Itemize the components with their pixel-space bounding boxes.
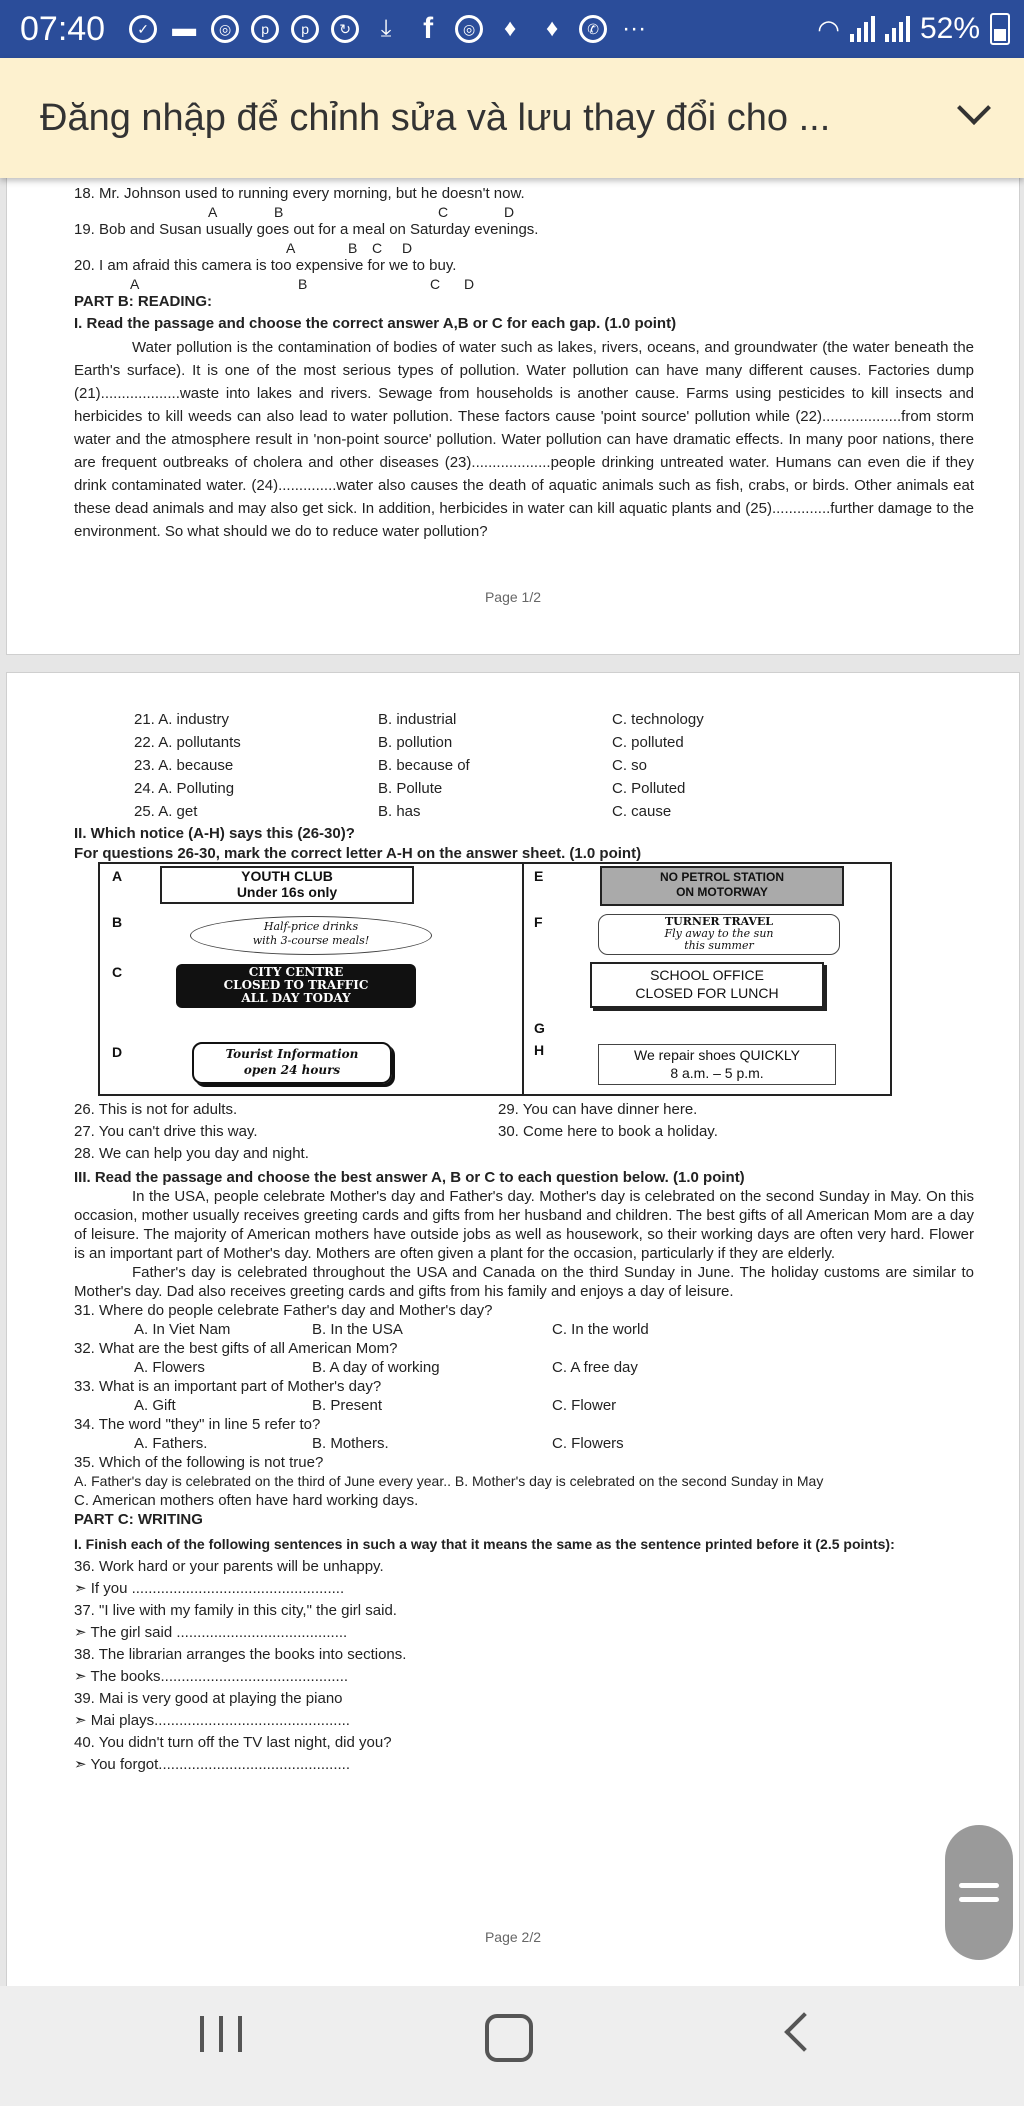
- question-40: 40. You didn't turn off the TV last night, did you?: [74, 1734, 392, 1751]
- notice-label: A: [112, 868, 123, 884]
- option-row: A. In Viet Nam B. In the USA C. In the world: [134, 1321, 649, 1338]
- notice-label: F: [534, 914, 543, 930]
- recent-apps-icon[interactable]: [200, 2016, 242, 2052]
- notice-d: Tourist Information open 24 hours: [192, 1042, 392, 1084]
- question-39: 39. Mai is very good at playing the piano: [74, 1690, 343, 1707]
- option-row: 23. A. because B. because of C. so: [134, 757, 648, 774]
- navigation-bar: [0, 1986, 1024, 2106]
- passage-text: Water pollution is the contamination of bodies of water such as lakes, rivers, oceans, and groundwater (the water beneath the Earth's surface). It is one of the most serious types of pollution. Water pollution can have many different causes. Factories dump (21)...................waste into lakes and rivers. Sewage from households is another cause. Farms using pesticides to kill insects and herbicides to kill weeds can also lead to water pollution. These factors cause 'point source' pollution while (22)...................from storm water and the atmosphere result in 'non-point source' pollution. Water pollution can have dramatic effects. In many poor nations, there are frequent outbreaks of cholera and other diseases (23)...................people drinking untreated water. Humans can even die if they drink contaminated water. (24)..............water also causes the death of aquatic animals such as fish, crabs, or birds. Other animals eat these dead animals and may also get sick. In addition, herbicides in water can kill aquatic plants and (25)..............further damage to the environment. So what should we do to reduce water pollution?: [74, 339, 974, 540]
- option-row: A. Flowers B. A day of working C. A free day: [134, 1359, 638, 1376]
- notice-label: D: [112, 1044, 123, 1060]
- shield-icon: ✓: [129, 15, 157, 43]
- notice-label: B: [112, 914, 123, 930]
- message-icon: ▬: [172, 15, 197, 42]
- answer-38: ➣ The books.............................................: [74, 1668, 349, 1685]
- notice-label: H: [534, 1042, 545, 1058]
- status-bar: [0, 0, 1024, 58]
- notice-label: G: [534, 1020, 545, 1036]
- passage3-paragraph-2: Father's day is celebrated throughout the USA and Canada on the third Sunday in June. The holiday customs are similar to Mother's day. Dad also receives greeting cards and gifts from his family and enjoys a day of leisure.: [74, 1264, 974, 1300]
- option-row: 24. A. Polluting B. Pollute C. Polluted: [134, 780, 686, 797]
- wifi-icon: ◠: [817, 13, 840, 44]
- notice-label: C: [112, 964, 123, 980]
- question-35: 35. Which of the following is not true?: [74, 1454, 324, 1471]
- question-34: 34. The word "they" in line 5 refer to?: [74, 1416, 321, 1433]
- back-icon[interactable]: [784, 2012, 824, 2052]
- page-number: Page 2/2: [484, 1929, 542, 1945]
- pinterest-icon: p: [251, 15, 279, 43]
- question-26: 26. This is not for adults.: [74, 1101, 238, 1118]
- section-2-title: II. Which notice (A-H) says this (26-30)?: [74, 825, 355, 842]
- answer-37: ➣ The girl said .........................................: [74, 1624, 348, 1641]
- notice-f: TURNER TRAVEL Fly away to the sun this summer: [598, 914, 840, 955]
- instagram-icon: ◎: [455, 15, 483, 43]
- flame-icon: ♦: [503, 15, 517, 42]
- section-1-title: I. Read the passage and choose the correct answer A,B or C for each gap. (1.0 point): [74, 315, 677, 332]
- facebook-icon: f: [423, 12, 434, 45]
- option-row: A. Gift B. Present C. Flower: [134, 1397, 617, 1414]
- notices-grid: [98, 862, 892, 1096]
- question-37: 37. "I live with my family in this city," the girl said.: [74, 1602, 397, 1619]
- question-20: 20. I am afraid this camera is too expensive for we to buy.: [74, 257, 457, 274]
- notice-a: YOUTH CLUB Under 16s only: [160, 866, 414, 904]
- notice-c: CITY CENTRE CLOSED TO TRAFFIC ALL DAY TODAY: [176, 964, 416, 1008]
- sync-icon: ↻: [331, 15, 359, 43]
- question-36: 36. Work hard or your parents will be unhappy.: [74, 1558, 384, 1575]
- battery-icon: [990, 13, 1010, 45]
- section-3-title: III. Read the passage and choose the best answer A, B or C to each question below. (1.0 point): [74, 1169, 745, 1186]
- question-33: 33. What is an important part of Mother's day?: [74, 1378, 382, 1395]
- answer-letters: A B C D: [130, 276, 475, 292]
- signal-icon: [885, 16, 910, 42]
- more-icon: ···: [622, 15, 647, 42]
- option-row: A. Fathers. B. Mothers. C. Flowers: [134, 1435, 624, 1452]
- battery-level: 52%: [919, 12, 980, 45]
- answer-36: ➣ If you ...................................................: [74, 1580, 345, 1597]
- section-2-instructions: For questions 26-30, mark the correct letter A-H on the answer sheet. (1.0 point): [74, 845, 642, 862]
- whatsapp-icon: ✆: [579, 15, 607, 43]
- signal-icon: [850, 16, 875, 42]
- flame-icon: ♦: [545, 15, 559, 42]
- notice-e: NO PETROL STATION ON MOTORWAY: [600, 866, 844, 906]
- question-35-options: A. Father's day is celebrated on the third of June every year.. B. Mother's day is celebrated on the second Sunday in May: [74, 1473, 824, 1489]
- question-32: 32. What are the best gifts of all American Mom?: [74, 1340, 398, 1357]
- answer-40: ➣ You forgot..............................................: [74, 1756, 351, 1773]
- chevron-down-icon[interactable]: [957, 91, 991, 125]
- question-30: 30. Come here to book a holiday.: [498, 1123, 718, 1140]
- question-28: 28. We can help you day and night.: [74, 1145, 309, 1162]
- answer-letters: A B C D: [208, 204, 515, 220]
- question-35-option-c: C. American mothers often have hard working days.: [74, 1492, 419, 1509]
- question-27: 27. You can't drive this way.: [74, 1123, 258, 1140]
- status-time: 07:40: [20, 9, 106, 48]
- section-3: [74, 1168, 974, 1776]
- section-2-heading: [74, 824, 974, 864]
- writing-title: I. Finish each of the following sentences in such a way that it means the same as the sentence printed before it (2.5 points):: [74, 1536, 895, 1552]
- page-number: Page 1/2: [484, 589, 542, 605]
- part-b-heading: PART B: READING:: [74, 293, 213, 310]
- options-block: [134, 710, 834, 825]
- download-icon: ⤓: [380, 15, 392, 42]
- question-18: 18. Mr. Johnson used to running every morning, but he doesn't now.: [74, 185, 525, 202]
- option-row: 22. A. pollutants B. pollution C. polluted: [134, 734, 684, 751]
- page1-content: [74, 184, 974, 543]
- notice-label: E: [534, 868, 544, 884]
- signin-banner[interactable]: [0, 58, 1024, 178]
- answer-39: ➣ Mai plays...............................................: [74, 1712, 350, 1729]
- notice-b: Half-price drinks with 3-course meals!: [190, 916, 432, 955]
- answer-letters: A B C D: [286, 240, 413, 256]
- instagram-icon: ◎: [211, 15, 239, 43]
- notice-questions: [74, 1100, 974, 1166]
- question-31: 31. Where do people celebrate Father's day and Mother's day?: [74, 1302, 493, 1319]
- question-38: 38. The librarian arranges the books into sections.: [74, 1646, 407, 1663]
- pinterest-icon: p: [291, 15, 319, 43]
- scroll-handle[interactable]: [945, 1825, 1013, 1960]
- option-row: 21. A. industry B. industrial C. technology: [134, 711, 704, 728]
- passage3-paragraph-1: In the USA, people celebrate Mother's day and Father's day. Mother's day is celebrated on the second Sunday in May. On this occasion, mother usually receives greeting cards and gifts from her husband and children. The best gifts of all American Mom are a day of leisure. The majority of American mothers have outside jobs as well as housework, so their working days are often very hard. Flower is an important part of Mother's day. Mothers are often given a plant for the occasion, particularly if they are elderly.: [74, 1188, 974, 1262]
- notice-h: We repair shoes QUICKLY 8 a.m. – 5 p.m.: [598, 1044, 836, 1085]
- question-29: 29. You can have dinner here.: [498, 1101, 698, 1118]
- home-icon[interactable]: [485, 2014, 533, 2062]
- banner-text: Đăng nhập để chỉnh sửa và lưu thay đổi cho ...: [40, 96, 831, 139]
- option-row: 25. A. get B. has C. cause: [134, 803, 672, 820]
- part-c-heading: PART C: WRITING: [74, 1511, 203, 1528]
- notice-g: SCHOOL OFFICE CLOSED FOR LUNCH: [590, 962, 824, 1008]
- question-19: 19. Bob and Susan usually goes out for a meal on Saturday evenings.: [74, 221, 539, 238]
